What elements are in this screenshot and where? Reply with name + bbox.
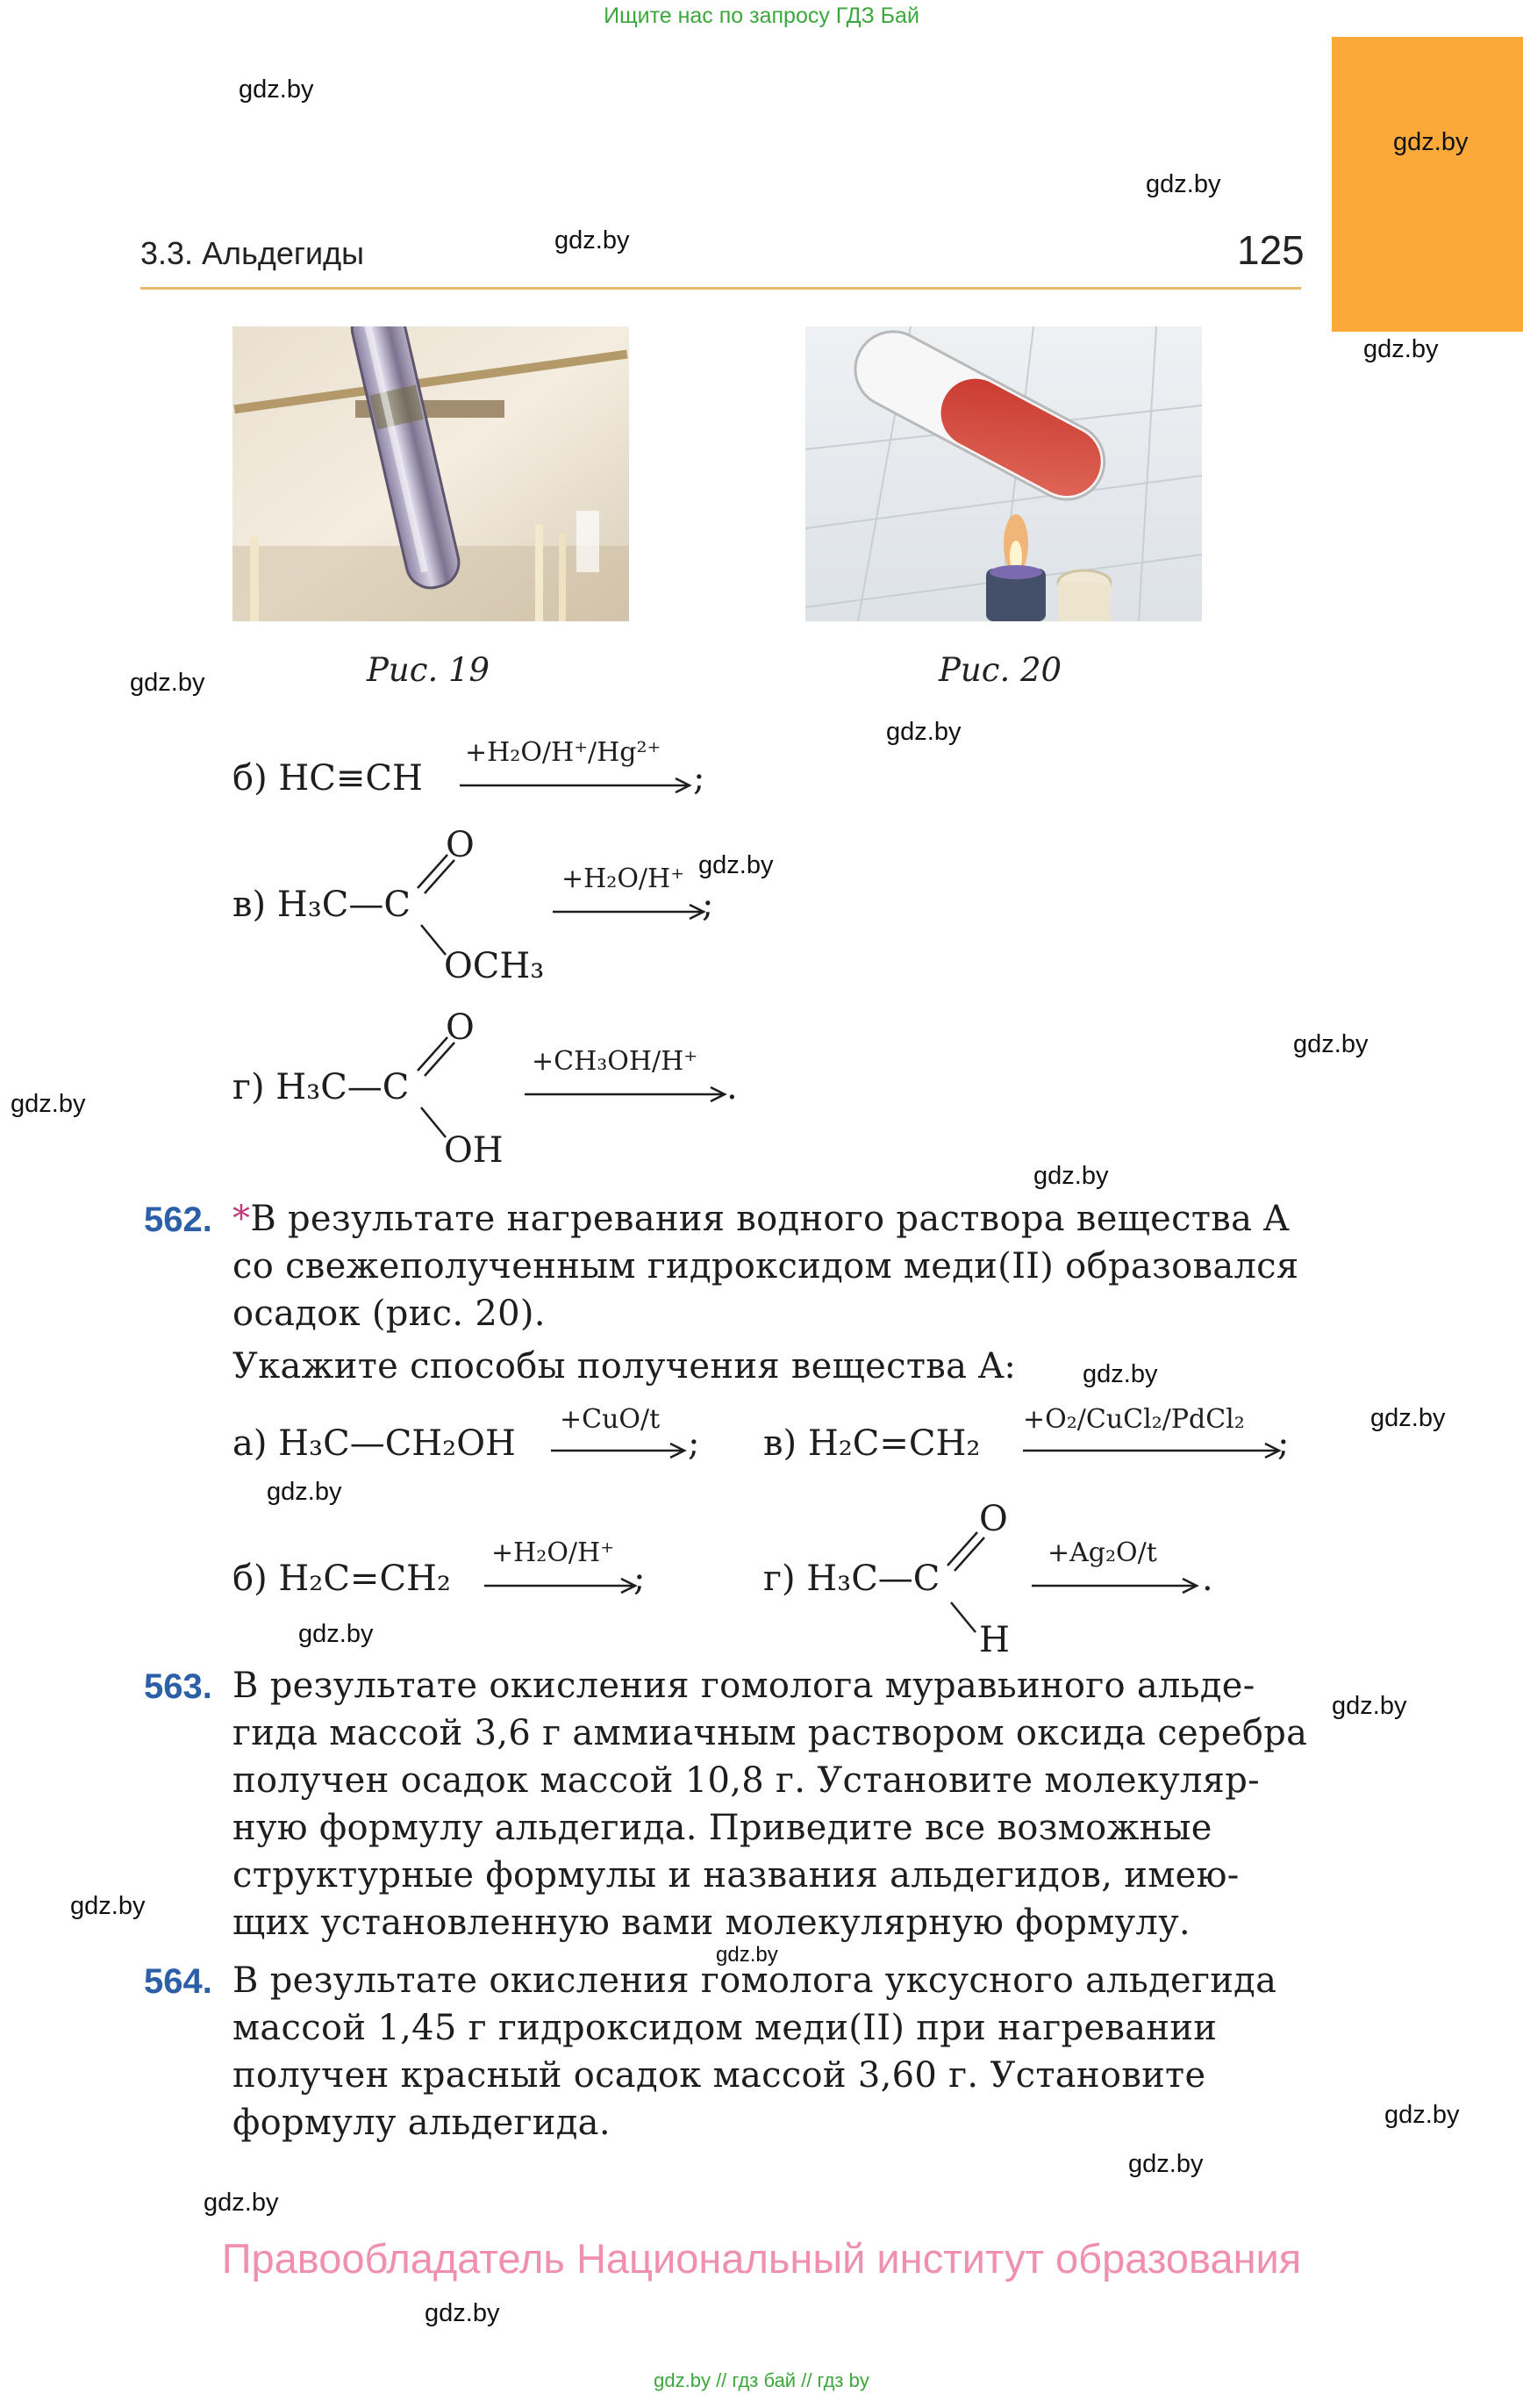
problem-text-line: В результате окисления гомолога муравьиного альде- [232,1666,1255,1706]
watermark: gdz.by [1332,1692,1407,1720]
option-g: г) H₃C—C [763,1559,940,1599]
watermark: gdz.by [1033,1162,1109,1190]
arrow-condition: +H₂O/H⁺/Hg²⁺ [465,737,661,768]
watermark: gdz.by [1393,128,1469,156]
reaction-arrow [1032,1573,1207,1599]
arrow-condition: +Ag₂O/t [1048,1537,1157,1568]
formula: HC≡CH [278,758,423,799]
arrow-condition: +CH₃OH/H⁺ [532,1046,698,1077]
problem-text-line: *В результате нагревания водного раствора вещества A [232,1199,1290,1239]
reaction-561-g [232,1067,409,1107]
watermark: gdz.by [1370,1404,1446,1432]
problem-text-line: со свежеполученным гидроксидом меди(II) образовался [232,1246,1299,1286]
arrow-condition: +CuO/t [560,1404,661,1435]
top-group: O [446,825,475,865]
watermark: gdz.by [70,1892,146,1920]
arrow-condition: +O₂/CuCl₂/PdCl₂ [1023,1404,1245,1435]
watermark: gdz.by [1384,2101,1460,2129]
reaction-end: ; [1277,1423,1290,1464]
watermark: gdz.by [1146,170,1221,198]
problem-text-line: получен осадок массой 10,8 г. Установите молекуляр- [232,1760,1260,1801]
watermark: gdz.by [239,75,314,104]
reaction-arrow [551,1437,691,1464]
option-b: б) H₂C=CH₂ [232,1559,451,1599]
page-tab-marker [1332,37,1523,332]
arrow-condition: +H₂O/H⁺ [491,1537,615,1568]
bottom-links[interactable]: gdz.by // гдз бай // гдз by [654,2369,869,2391]
reaction-end: . [726,1067,738,1107]
problem-number: 563. [144,1667,212,1706]
watermark: gdz.by [1083,1360,1158,1388]
watermark: gdz.by [204,2189,279,2217]
problem-text-line: щих установленную вами молекулярную формулу. [232,1903,1191,1943]
problem-text-line: ную формулу альдегида. Приведите все возможные [232,1808,1212,1848]
reaction-arrow [484,1573,642,1599]
problem-text-line: массой 1,45 г гидроксидом меди(II) при нагревании [232,2008,1218,2048]
formula: H₃C—C [276,885,411,925]
top-group: O [446,1007,475,1048]
arrow-condition: +H₂O/H⁺ [561,864,685,894]
reaction-end: . [1202,1559,1213,1599]
top-group: O [979,1499,1008,1539]
reaction-arrow [525,1081,735,1107]
problem-text-line: структурные формулы и названия альдегидов, имею- [232,1855,1240,1896]
watermark: gdz.by [698,851,774,879]
reaction-end: ; [702,885,714,925]
section-title: 3.3. Альдегиды [140,235,364,271]
problem-number: 564. [144,1962,212,2001]
problem-text-line: осадок (рис. 20). [232,1294,546,1334]
bottom-group: OCH₃ [444,946,545,986]
problem-number: 562. [144,1200,212,1239]
watermark: gdz.by [886,718,962,746]
reaction-561-v [232,885,411,925]
problem-text-line: получен красный осадок массой 3,60 г. Установите [232,2055,1206,2096]
watermark: gdz.by [554,226,630,254]
page-number: 125 [1237,227,1305,273]
watermark: gdz.by [267,1478,342,1506]
reaction-561-b [232,758,423,799]
problem-text-line: Укажите способы получения вещества A: [232,1346,1017,1387]
formula: H₃C—C [275,1067,410,1107]
figure-20-photo [805,326,1202,621]
bottom-group: H [979,1620,1010,1660]
top-banner[interactable]: Ищите нас по запросу ГДЗ Бай [604,4,919,28]
option-label: в) [232,885,267,925]
reaction-end: ; [688,1423,700,1464]
watermark: gdz.by [425,2299,500,2327]
reaction-end: ; [693,758,705,799]
option-v: в) H₂C=CH₂ [763,1423,981,1464]
figure-19-caption: Рис. 19 [367,651,490,689]
watermark: gdz.by [130,669,205,697]
reaction-end: ; [633,1559,646,1599]
option-label: б) [232,758,268,799]
figure-20-caption: Рис. 20 [939,651,1062,689]
difficulty-star: * [232,1199,251,1239]
option-a: а) H₃C—CH₂OH [232,1423,516,1464]
problem-text-line: В результате окисления гомолога уксусного альдегида [232,1960,1277,2001]
watermark: gdz.by [298,1620,374,1648]
watermark: gdz.by [1128,2150,1204,2178]
copyright-notice: Правообладатель Национальный институт образования [221,2235,1302,2282]
reaction-arrow [1023,1437,1286,1464]
bottom-group: OH [444,1130,504,1171]
figure-19-photo [232,326,629,621]
reaction-arrow [460,772,697,799]
reaction-arrow [553,899,711,925]
watermark: gdz.by [11,1090,86,1118]
watermark: gdz.by [1293,1030,1369,1058]
problem-text-line: гида массой 3,6 г аммиачным раствором оксида серебра [232,1713,1308,1753]
option-label: г) [232,1067,265,1107]
watermark: gdz.by [716,1943,778,1967]
problem-text-line: формулу альдегида. [232,2103,611,2143]
watermark: gdz.by [1363,335,1439,363]
header-divider [140,287,1301,290]
